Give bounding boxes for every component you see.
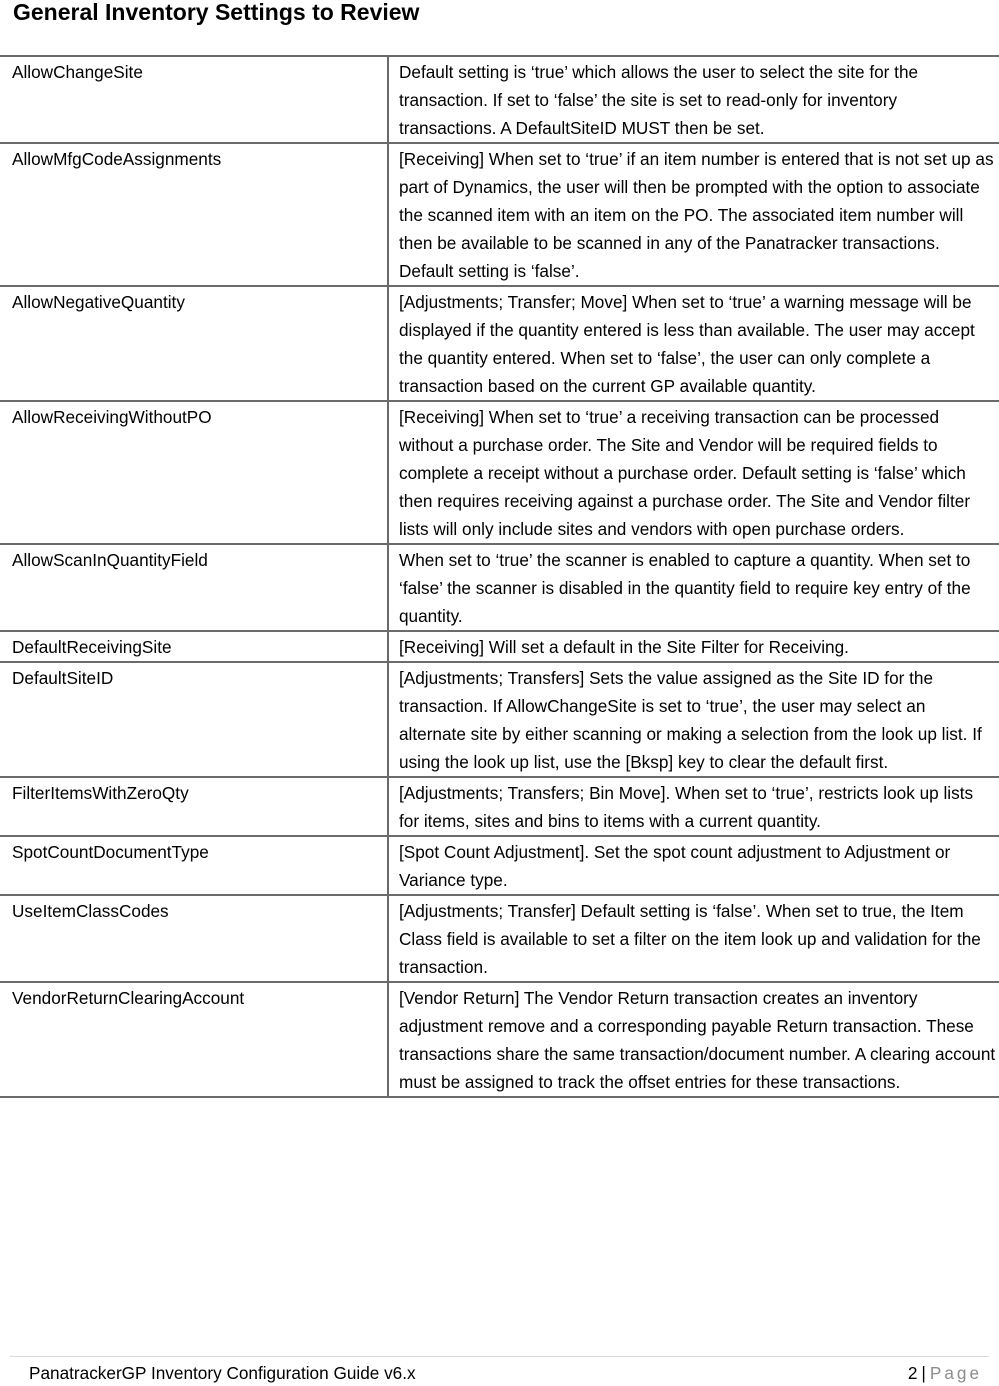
setting-description: [Receiving] When set to ‘true’ if an item number is entered that is not set up as part of Dynamics, the user will then be prompted with the option to associate the scanned item with an item on the PO. The associated item number will then be available to be scanned in any of the Panatracker transactions. Default setting is ‘false’. xyxy=(388,143,999,286)
setting-description: [Vendor Return] The Vendor Return transaction creates an inventory adjustment remove and a corresponding payable Return transaction. These transactions share the same transaction/document number. A clearing account must be assigned to track the offset entries for these transactions. xyxy=(388,982,999,1097)
setting-description: [Receiving] When set to ‘true’ a receiving transaction can be processed without a purchase order. The Site and Vendor will be required fields to complete a receipt without a purchase order. Default setting is ‘false’ which then requires receiving against a purchase order. The Site and Vendor filter lists will only include sites and vendors with open purchase orders. xyxy=(388,401,999,544)
table-row xyxy=(0,544,999,631)
setting-name: AllowReceivingWithoutPO xyxy=(0,401,388,544)
table-row xyxy=(0,143,999,286)
setting-description: [Adjustments; Transfer] Default setting is ‘false’. When set to true, the Item Class field is available to set a filter on the item look up and validation for the transaction. xyxy=(388,895,999,982)
settings-table xyxy=(0,55,999,1098)
page-number: 2 xyxy=(907,1363,918,1383)
page-label: Page xyxy=(929,1363,982,1383)
footer-separator: | xyxy=(921,1363,926,1383)
table-row xyxy=(0,895,999,982)
table-row xyxy=(0,982,999,1097)
setting-description: Default setting is ‘true’ which allows the user to select the site for the transaction. If set to ‘false’ the site is set to read-only for inventory transactions. A DefaultSiteID MUST then be set. xyxy=(388,56,999,143)
setting-name: FilterItemsWithZeroQty xyxy=(0,777,388,836)
table-row xyxy=(0,286,999,401)
footer-divider xyxy=(10,1356,989,1357)
setting-description: When set to ‘true’ the scanner is enabled to capture a quantity. When set to ‘false’ the scanner is disabled in the quantity field to require key entry of the quantity. xyxy=(388,544,999,631)
setting-name: UseItemClassCodes xyxy=(0,895,388,982)
page-title: General Inventory Settings to Review xyxy=(13,0,420,25)
table-row xyxy=(0,836,999,895)
setting-description: [Adjustments; Transfers; Bin Move]. When set to ‘true’, restricts look up lists for items, sites and bins to items with a current quantity. xyxy=(388,777,999,836)
setting-name: AllowNegativeQuantity xyxy=(0,286,388,401)
setting-name: AllowMfgCodeAssignments xyxy=(0,143,388,286)
setting-description: [Adjustments; Transfers] Sets the value assigned as the Site ID for the transaction. If AllowChangeSite is set to ‘true’, the user may select an alternate site by either scanning or making a selection from the look up list. If using the look up list, use the [Bksp] key to clear the default first. xyxy=(388,662,999,777)
footer-page-info xyxy=(908,1361,982,1385)
setting-name: DefaultSiteID xyxy=(0,662,388,777)
setting-description: [Receiving] Will set a default in the Site Filter for Receiving. xyxy=(388,631,999,662)
setting-name: AllowScanInQuantityField xyxy=(0,544,388,631)
setting-name: VendorReturnClearingAccount xyxy=(0,982,388,1097)
setting-name: SpotCountDocumentType xyxy=(0,836,388,895)
setting-name: AllowChangeSite xyxy=(0,56,388,143)
setting-description: [Spot Count Adjustment]. Set the spot count adjustment to Adjustment or Variance type. xyxy=(388,836,999,895)
setting-description: [Adjustments; Transfer; Move] When set to ‘true’ a warning message will be displayed if the quantity entered is less than available. The user may accept the quantity entered. When set to ‘false’, the user can only complete a transaction based on the current GP available quantity. xyxy=(388,286,999,401)
table-row xyxy=(0,56,999,143)
table-row xyxy=(0,777,999,836)
table-row xyxy=(0,631,999,662)
table-row xyxy=(0,401,999,544)
footer-guide-title: PanatrackerGP Inventory Configuration Guide v6.x xyxy=(29,1363,416,1383)
table-row xyxy=(0,662,999,777)
setting-name: DefaultReceivingSite xyxy=(0,631,388,662)
